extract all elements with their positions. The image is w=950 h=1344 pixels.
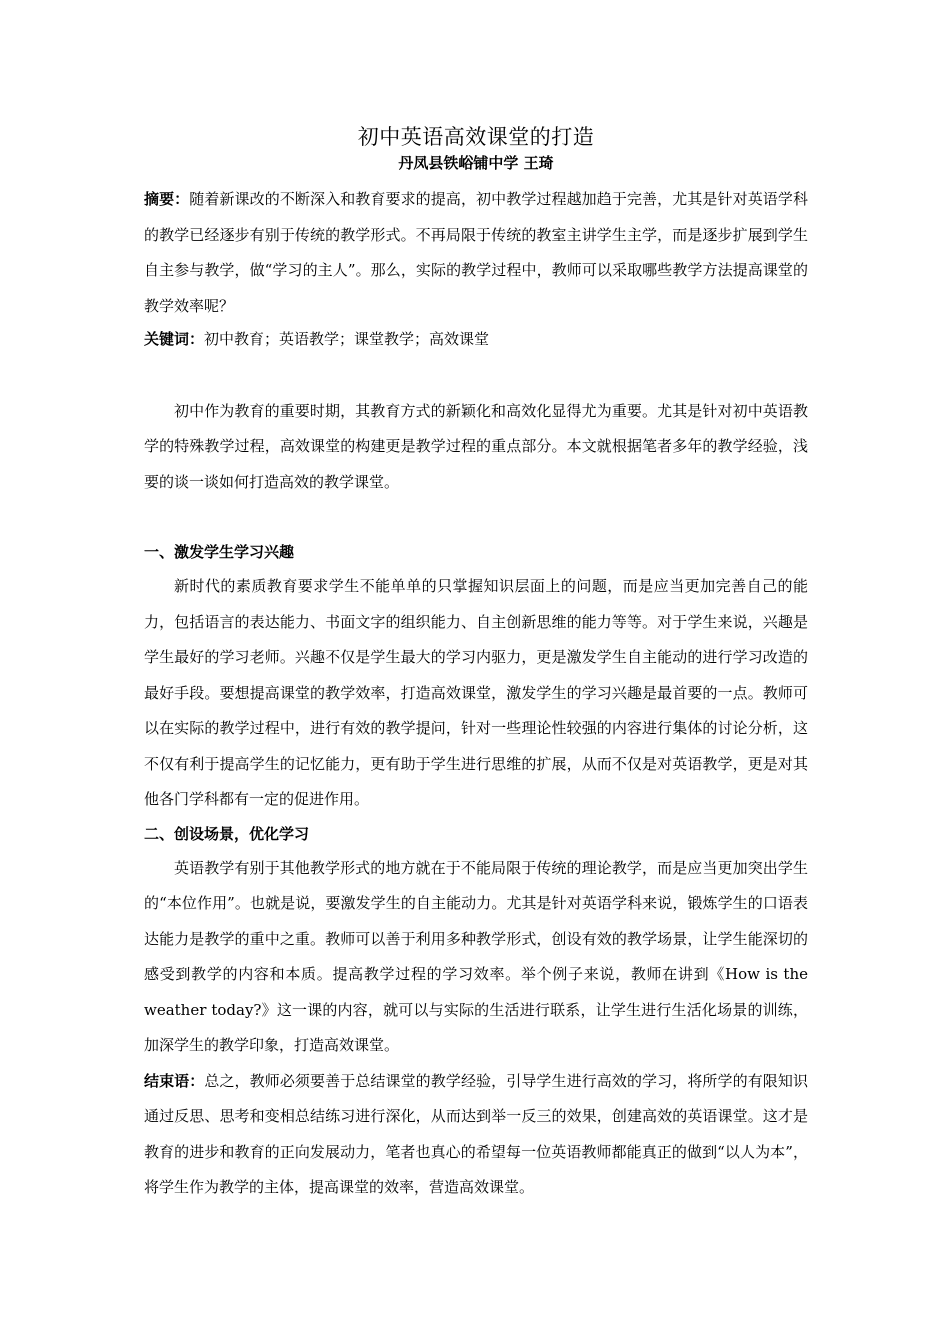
- abstract-text: 随着新课改的不断深入和教育要求的提高，初中教学过程越加趋于完善，尤其是针对英语学科的教学已经逐步有别于传统的教学形式。不再局限于传统的教室主讲学生主学，而是逐步扩展到学生自主参与教学，做“学习的主人”。那么，实际的教学过程中，教师可以采取哪些教学方法提高课堂的教学效率呢？: [144, 190, 808, 315]
- keywords-paragraph: [144, 322, 808, 358]
- author-line: 丹凤县铁峪铺中学 王琦: [398, 154, 554, 172]
- abstract-label: 摘要：: [144, 190, 190, 208]
- conclusion-label: 结束语：: [144, 1071, 205, 1090]
- section-heading-1: 一、激发学生学习兴趣: [144, 543, 295, 561]
- keywords-label: 关键词：: [144, 330, 205, 348]
- section-text-2: 英语教学有别于其他教学形式的地方就在于不能局限于传统的理论教学，而是应当更加突出学生的“本位作用”。也就是说，要激发学生的自主能动力。尤其是针对英语学科来说，锻炼学生的口语表达能力是教学的重中之重。教师可以善于利用多种教学形式，创设有效的教学场景，让学生能深切的感受到教学的内容和本质。提高教学过程的学习效率。举个例子来说，教师在讲到《How is the weather today?》这一课的内容，就可以与实际的生活进行联系，让学生进行生活化场景的训练，加深学生的教学印象，打造高效课堂。: [144, 858, 808, 1054]
- abstract-paragraph: [144, 182, 808, 324]
- document-title: 初中英语高效课堂的打造: [357, 125, 595, 149]
- conclusion-paragraph: [144, 1064, 808, 1206]
- keywords-text: 初中教育；英语教学；课堂教学；高效课堂: [204, 330, 490, 348]
- section-heading-2: 二、创设场景，优化学习: [144, 824, 310, 843]
- section-text-1: 新时代的素质教育要求学生不能单单的只掌握知识层面上的问题，而是应当更加完善自己的能力，包括语言的表达能力、书面文字的组织能力、自主创新思维的能力等等。对于学生来说，兴趣是学生最好的学习老师。兴趣不仅是学生最大的学习内驱力，更是激发学生自主能动的进行学习改造的最好手段。要想提高课堂的教学效率，打造高效课堂，激发学生的学习兴趣是最首要的一点。教师可以在实际的教学过程中，进行有效的教学提问，针对一些理论性较强的内容进行集体的讨论分析，这不仅有利于提高学生的记忆能力，更有助于学生进行思维的扩展，从而不仅是对英语教学，更是对其他各门学科都有一定的促进作用。: [144, 577, 808, 808]
- conclusion-text: 总之，教师必须要善于总结课堂的教学经验，引导学生进行高效的学习，将所学的有限知识通过反思、思考和变相总结练习进行深化，从而达到举一反三的效果，创建高效的英语课堂。这才是教育的进步和教育的正向发展动力，笔者也真心的希望每一位英语教师都能真正的做到“以人为本”，将学生作为教学的主体，提高课堂的效率，营造高效课堂。: [144, 1071, 808, 1196]
- document-body: [144, 122, 808, 1206]
- intro-paragraph: 初中作为教育的重要时期，其教育方式的新颖化和高效化显得尤为重要。尤其是针对初中英语教学的特殊教学过程，高效课堂的构建更是教学过程的重点部分。本文就根据笔者多年的教学经验，浅要的谈一谈如何打造高效的教学课堂。: [144, 401, 808, 491]
